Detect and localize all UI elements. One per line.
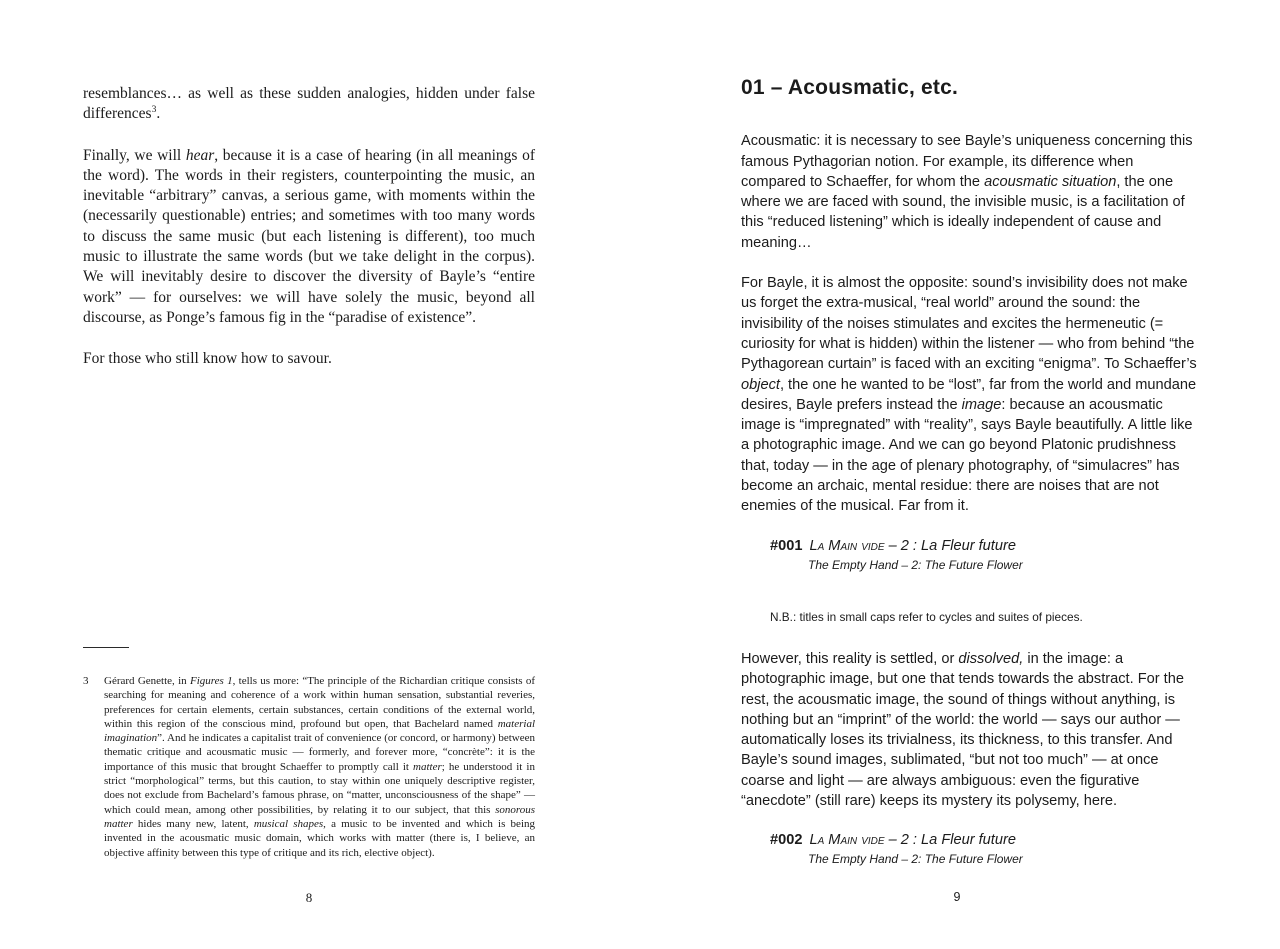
footnote-divider [83, 647, 129, 648]
work-entry-number: #002 [770, 832, 803, 849]
footnote-text: Gérard Genette, in Figures 1, tells us more: “The principle of the Richardian critique consists of searching for meaning and coherence of a work within human sensation, substantial reveries, preferences for certain elements, certain substances, certain conditions of the external world, within this region of the conscious mind, profound but open, that Bachelard named material imagination”. And he indicates a capitalist trait of convenience (or concord, or harmony) between thematic critique and acousmatic music — formerly, and forever more, “concrète”: it is the importance of this music that brought Schaeffer to promptly call it matter; he understood it in strict “morphological” terms, but this caution, to stay within one uniquely descriptive register, does not exclude from Bachelard’s famous phrase, on “matter, unconsciousness of the shape” — which could mean, among other possibilities, by relating it to our subject, that this sonorous matter hides many new, latent, musical shapes, a music to be invented and which is being invented in the acousmatic music domain, which works with matter (there is, I believe, an objective affinity between this type of critique and its rich, elective object). [104, 675, 536, 859]
footnote-number: 3 [83, 675, 89, 687]
paragraph: For those who still know how to savour. [83, 350, 332, 368]
paragraph: For Bayle, it is almost the opposite: sound’s invisibility does not make us forget the extra-musical, “real world” around the sound: the invisibility of the noises stimulates and excites the hermeneutic (= curiosity for what is hidden) within the listener — who from behind “the Pythagorean curtain” is faced with an exciting “enigma”. To Schaeffer’s object, the one he wanted to be “lost”, far from the world and mundane desires, Bayle prefers instead the image: because an acousmatic image is “impregnated” with “reality”, says Bayle beautifully. A little like a photographic image. And we can go beyond Platonic prudishness that, today — in the age of plenary photography, of “simulacres” has become an archaic, mental residue: there are noises that are not enemies of the musical. Far from it. [741, 275, 1197, 515]
work-entry [770, 831, 1197, 867]
footnote-block [83, 647, 535, 860]
page-number-left: 8 [305, 890, 313, 905]
paragraph: Acousmatic: it is necessary to see Bayle’s uniqueness concerning this famous Pythagorian notion. For example, its difference when compared to Schaeffer, for whom the acousmatic situation, the one where we are faced with sound, the invisible music, is a facilitation of this “reduced listening” which is ideally independent of cause and meaning… [741, 133, 1193, 251]
nb-note: N.B.: titles in small caps refer to cycles and suites of pieces. [770, 609, 1083, 624]
work-entry-title [770, 537, 1197, 556]
footnote [83, 674, 535, 860]
chapter-heading: 01 – Acousmatic, etc. [741, 76, 959, 99]
paragraph: Finally, we will hear, because it is a case of hearing (in all meanings of the word). The words in their registers, counterpointing the music, an inevitable “arbitrary” canvas, a serious game, with moments within the (necessarily questionable) entries; and sometimes with too many words to discuss the same music (but each listening is different), too much music to illustrate the same words (but we take delight in the corpus). We will inevitably desire to discover the diversity of Bayle’s “entire work” — for ourselves: we will have solely the music, beyond all discourse, as Ponge’s famous fig in the “paradise of existence”. [83, 146, 535, 326]
work-entry-number: #001 [770, 537, 803, 554]
work-entry-name: La Main vide – 2 : La Fleur future [809, 537, 1016, 554]
work-entry-subtitle: The Empty Hand – 2: The Future Flower [808, 852, 1023, 867]
paragraph: resemblances… as well as these sudden analogies, hidden under false differences$^3$. [83, 85, 535, 123]
right-body-text [741, 78, 1197, 879]
work-entry [770, 537, 1197, 573]
page-number-right: 9 [953, 890, 961, 904]
work-entry-name: La Main vide – 2 : La Fleur future [809, 832, 1016, 849]
left-body-text [83, 84, 535, 391]
work-entry-subtitle: The Empty Hand – 2: The Future Flower [808, 557, 1023, 572]
paragraph: However, this reality is settled, or dissolved, in the image: a photographic image, but one that tends towards the abstract. For the rest, the acousmatic image, the sound of things without anything, is nothing but an “imprint” of the world: the world — says our author — automatically loses its trivialness, its thickness, to this transfer. And Bayle’s sound images, sublimated, “but not too much” — at once coarse and light — are always ambiguous: even the figurative “anecdote” (still rare) keeps its mystery its polysemy, here. [741, 650, 1184, 810]
work-entry-title [770, 831, 1197, 850]
page-right [640, 0, 1280, 949]
